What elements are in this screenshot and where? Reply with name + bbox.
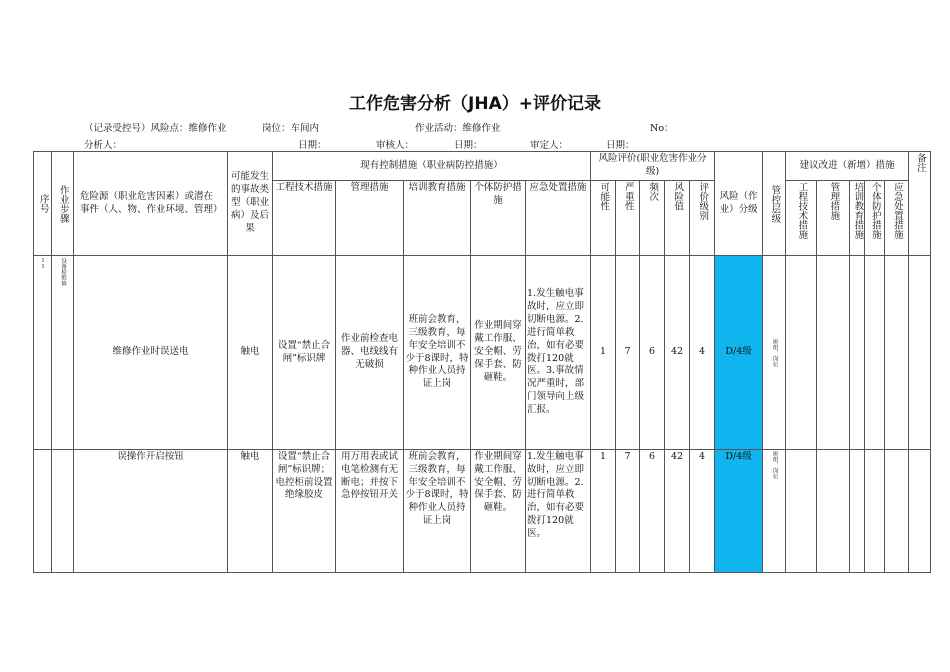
header-engineering: 工程技术措施 <box>273 181 336 256</box>
page-title: 工作危害分析（JHA）+评价记录 <box>349 94 601 114</box>
row-control-level: 班组、岗位 <box>763 450 786 573</box>
header-remark: 备注 <box>909 152 931 256</box>
row-sugg-training <box>850 450 865 573</box>
row-engineering: 设置“禁止合闸”标识牌；电控柜前设置绝缘胶皮 <box>273 450 336 573</box>
row-likelihood: 1 <box>591 450 616 573</box>
row-severity: 7 <box>616 450 640 573</box>
header-sugg-engineering: 工程技术措施 <box>786 181 817 256</box>
header-emergency: 应急处置措施 <box>526 181 591 256</box>
row-sugg-emergency <box>885 450 909 573</box>
header-accident-type: 可能发生的事故类型（职业病）及后果 <box>228 152 273 256</box>
header-seq: 序号 <box>34 152 52 256</box>
row-sugg-training <box>850 256 865 450</box>
row-sugg-ppe <box>865 450 885 573</box>
header-risk-value: 风险值 <box>665 181 690 256</box>
table-row <box>34 256 931 450</box>
row-seq: 11 <box>34 256 52 450</box>
header-steps: 作业步骤 <box>52 152 74 256</box>
row-sugg-engineering <box>786 450 817 573</box>
row-eval-level: 4 <box>690 256 715 450</box>
row-sugg-emergency <box>885 256 909 450</box>
row-step <box>52 450 74 573</box>
row-hazard: 误操作开启按钮 <box>74 450 228 573</box>
row-remark <box>909 256 931 450</box>
row-management: 用万用表或试电笔检测有无断电；并按下急停按钮开关 <box>336 450 404 573</box>
analyst-label: 分析人： <box>84 140 123 151</box>
row-sugg-engineering <box>786 256 817 450</box>
jha-table <box>33 151 931 573</box>
number-label: No： <box>650 123 674 134</box>
header-training: 培训教育措施 <box>404 181 471 256</box>
row-severity: 7 <box>616 256 640 450</box>
header-sugg-management: 管理措施 <box>817 181 850 256</box>
row-step: 设备检维修 <box>52 256 74 450</box>
row-accident: 触电 <box>228 450 273 573</box>
row-likelihood: 1 <box>591 256 616 450</box>
row-remark <box>909 450 931 573</box>
header-frequency: 频次 <box>640 181 665 256</box>
row-engineering: 设置“禁止合闸”标识牌 <box>273 256 336 450</box>
header-likelihood: 可能性 <box>591 181 616 256</box>
row-ppe: 作业期间穿戴工作服、安全帽、劳保手套、防砸鞋。 <box>471 450 526 573</box>
header-sugg-training: 培训教育措施 <box>850 181 865 256</box>
header-severity: 严重性 <box>616 181 640 256</box>
activity-label: 作业活动：维修作业 <box>415 123 501 134</box>
row-ppe: 作业期间穿戴工作服、安全帽、劳保手套、防砸鞋。 <box>471 256 526 450</box>
row-risk-grade: D/4级 <box>715 256 763 450</box>
approver-label: 审定人： <box>530 140 569 151</box>
header-management: 管理措施 <box>336 181 404 256</box>
row-seq <box>34 450 52 573</box>
header-hazard: 危险源（职业危害因素）或潜在事件（人、物、作业环境、管理） <box>74 152 228 256</box>
row-control-level: 班组、岗位 <box>763 256 786 450</box>
row-accident: 触电 <box>228 256 273 450</box>
date-label-1: 日期： <box>298 140 327 151</box>
header-sugg-emergency: 应急处置措施 <box>885 181 909 256</box>
header-sugg-ppe: 个体防护措施 <box>865 181 885 256</box>
header-risk-evaluation: 风险评价(职业危害作业分级) <box>591 152 715 181</box>
header-suggested-measures: 建议改进（新增）措施 <box>786 152 909 181</box>
row-hazard: 维修作业时误送电 <box>74 256 228 450</box>
row-management: 作业前检查电器、电线线有无破损 <box>336 256 404 450</box>
row-risk-value: 42 <box>665 450 690 573</box>
row-frequency: 6 <box>640 256 665 450</box>
row-frequency: 6 <box>640 450 665 573</box>
date-label-3: 日期： <box>606 140 635 151</box>
date-label-2: 日期： <box>454 140 483 151</box>
header-eval-level: 评价级别 <box>690 181 715 256</box>
record-risk-point: （记录受控号）风险点：维修作业 <box>84 123 227 134</box>
table-row <box>34 450 931 573</box>
header-risk-grade: 风险（作业）分级 <box>715 152 763 256</box>
header-control-level: 管控层级 <box>763 152 786 256</box>
row-training: 班前会教育，三级教育，每年安全培训不少于8课时，特种作业人员持证上岗 <box>404 450 471 573</box>
header-existing-controls: 现有控制措施（职业病防控措施） <box>273 152 591 181</box>
header-ppe: 个体防护措施 <box>471 181 526 256</box>
row-sugg-management <box>817 256 850 450</box>
row-emergency: 1.发生触电事故时，应立即切断电源。2.进行简单救治，如有必要拨打120就医。3.事故情况严重时，部门领导向上级汇报。 <box>526 256 591 450</box>
row-eval-level: 4 <box>690 450 715 573</box>
row-emergency: 1.发生触电事故时，应立即切断电源。2.进行简单救治，如有必要拨打120就医。 <box>526 450 591 573</box>
row-sugg-management <box>817 450 850 573</box>
post-label: 岗位：车间内 <box>262 123 320 134</box>
row-risk-grade: D/4级 <box>715 450 763 573</box>
reviewer-label: 审核人： <box>376 140 415 151</box>
row-training: 班前会教育，三级教育，每年安全培训不少于8课时，特种作业人员持证上岗 <box>404 256 471 450</box>
row-sugg-ppe <box>865 256 885 450</box>
row-risk-value: 42 <box>665 256 690 450</box>
